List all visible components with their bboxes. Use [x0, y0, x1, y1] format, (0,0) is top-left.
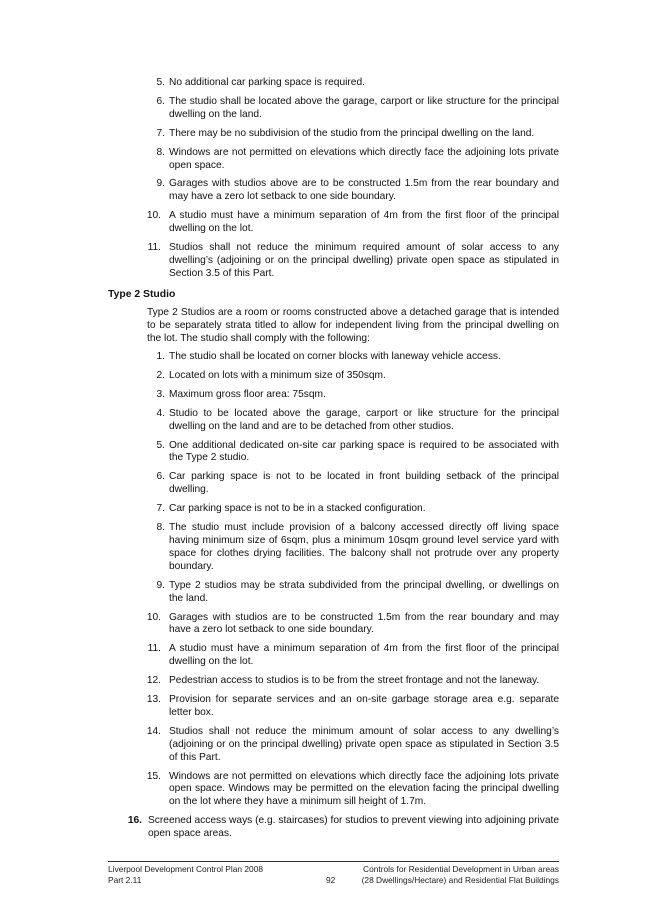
list-item-text: Studios shall not reduce the minimum amount of solar access to any dwelling’s (adjoining or on the principal dwelling) private open space as stipulated in Section 3.5 of this Part.	[169, 725, 559, 763]
list-item-number: 7.	[156, 503, 165, 515]
list-item-text: Car parking space is not to be in a stacked configuration.	[169, 503, 426, 515]
list-item-number: 13.	[146, 694, 161, 706]
list-item	[147, 351, 559, 364]
list-item-text: Car parking space is not to be located in front building setback of the principal dwelling.	[169, 471, 559, 496]
footer-part-number: Part 2.11	[108, 875, 142, 885]
list-item-number: 10.	[146, 210, 161, 222]
list-item-number: 11.	[147, 242, 161, 254]
list-item-number: 6.	[156, 95, 165, 107]
list-item-text: Provision for separate services and an on-site garbage storage area e.g. separate letter box.	[169, 694, 559, 718]
list-item-number: 9.	[156, 579, 165, 591]
list-item-number: 9.	[156, 178, 165, 190]
footer-plan-title: Liverpool Development Control Plan 2008	[108, 864, 264, 874]
list-item-number: 11.	[147, 643, 161, 655]
list-item-text: A studio must have a minimum separation of 4m from the first floor of the principal dwelling on the lot.	[169, 210, 559, 235]
list-item-text: Garages with studios are to be constructed 1.5m from the rear boundary and may have a zero lot setback to one side boundary.	[169, 611, 559, 636]
list-item	[147, 612, 559, 638]
list-item-number: 3.	[156, 388, 165, 400]
list-item-text: Windows are not permitted on elevations which directly face the adjoining lots private open space.	[169, 146, 559, 171]
list-item-text: Studio to be located above the garage, carport or like structure for the principal dwelling on the land and are to be detached from other studios.	[169, 407, 559, 432]
list-item-text: No additional car parking space is required.	[169, 77, 365, 88]
list-item-text: Maximum gross floor area: 75sqm.	[169, 388, 326, 400]
list-item-text: Windows are not permitted on elevations which directly face the adjoining lots private open space. Windows may be permitted on the elevation facing the principal dwelling on the lot where they have a minimum sill height of 1.7m.	[169, 770, 559, 808]
type2-intro-paragraph: Type 2 Studios are a room or rooms constructed above a detached garage that is intended to be separately strata titled to allow for independent living from the principal dwelling on the lot. The studio shall comply with the following:	[147, 307, 559, 344]
list-item-text: A studio must have a minimum separation of 4m from the first floor of the principal dwelling on the lot.	[169, 643, 559, 668]
list-item-number: 5.	[156, 77, 165, 88]
control-item-16-text: Screened access ways (e.g. staircases) for studios to prevent viewing into adjoining private open space areas.	[148, 815, 559, 839]
control-item-16	[108, 815, 559, 841]
list-item-text: The studio must include provision of a balcony accessed directly off living space having minimum size of 6sqm, plus a minimum 10sqm ground level service yard with space for clothes drying facilities. The balcony shall not protrude over any property boundary.	[169, 522, 559, 572]
list-item	[147, 771, 559, 810]
list-item	[147, 675, 559, 688]
list-item-number: 5.	[156, 439, 165, 451]
list-item	[147, 726, 559, 765]
list-item	[147, 210, 559, 236]
list-item	[147, 503, 559, 516]
list-item	[147, 370, 559, 383]
list-item	[147, 389, 559, 402]
list-item-number: 12.	[146, 675, 161, 687]
list-item	[147, 522, 559, 574]
list-item-number: 8.	[156, 522, 165, 534]
footer-section-title-line2: (28 Dwellings/Hectare) and Residential Flat Buildings	[361, 875, 559, 885]
footer-divider	[108, 861, 559, 862]
list-item-number: 6.	[156, 471, 165, 483]
list-item-number: 1.	[156, 351, 165, 362]
list-item-number: 14.	[146, 725, 161, 737]
list-item-number: 10.	[146, 611, 161, 623]
list-item	[147, 580, 559, 606]
list-item-text: The studio shall be located above the garage, carport or like structure for the principal dwelling on the land.	[169, 95, 559, 120]
list-item-text: Pedestrian access to studios is to be from the street frontage and not the laneway.	[169, 675, 540, 687]
list-item-text: The studio shall be located on corner blocks with laneway vehicle access.	[169, 351, 501, 362]
list-item	[147, 408, 559, 434]
list-item	[147, 242, 559, 281]
list-item	[147, 471, 559, 497]
list-item-number: 8.	[156, 146, 165, 158]
list-item	[147, 128, 559, 141]
list-item-number: 15.	[146, 770, 161, 782]
list-item-text: Type 2 studios may be strata subdivided from the principal dwelling, or dwellings on the land.	[169, 579, 559, 604]
list-item-text: Located on lots with a minimum size of 350sqm.	[169, 369, 386, 381]
list-item-number: 4.	[156, 407, 165, 419]
list-item-text: There may be no subdivision of the studio from the principal dwelling on the land.	[169, 127, 535, 139]
list-item-text: Studios shall not reduce the minimum required amount of solar access to any dwelling’s (adjoining or on the principal dwelling) private open space as stipulated in Section 3.5 of this Part.	[169, 242, 559, 279]
list-item	[147, 178, 559, 204]
list-item	[147, 147, 559, 173]
footer-section-title-line1: Controls for Residential Development in Urban areas	[363, 864, 559, 874]
studio-type2-conditions-list	[147, 351, 559, 815]
section-heading-type2-studio: Type 2 Studio	[108, 289, 176, 300]
list-item-text: One additional dedicated on-site car parking space is required to be associated with the Type 2 studio.	[169, 439, 559, 464]
list-item	[147, 77, 559, 90]
list-item-number: 7.	[156, 127, 165, 139]
list-item-number: 2.	[156, 369, 165, 381]
list-item	[147, 96, 559, 122]
footer-page-number: 92	[326, 875, 336, 885]
list-item-text: Garages with studios above are to be constructed 1.5m from the rear boundary and may have a zero lot setback to one side boundary.	[169, 178, 559, 203]
list-item	[147, 643, 559, 669]
list-item	[147, 440, 559, 466]
list-item	[147, 694, 559, 720]
studio-type1-conditions-list	[147, 77, 559, 287]
control-item-16-number: 16.	[127, 815, 142, 826]
